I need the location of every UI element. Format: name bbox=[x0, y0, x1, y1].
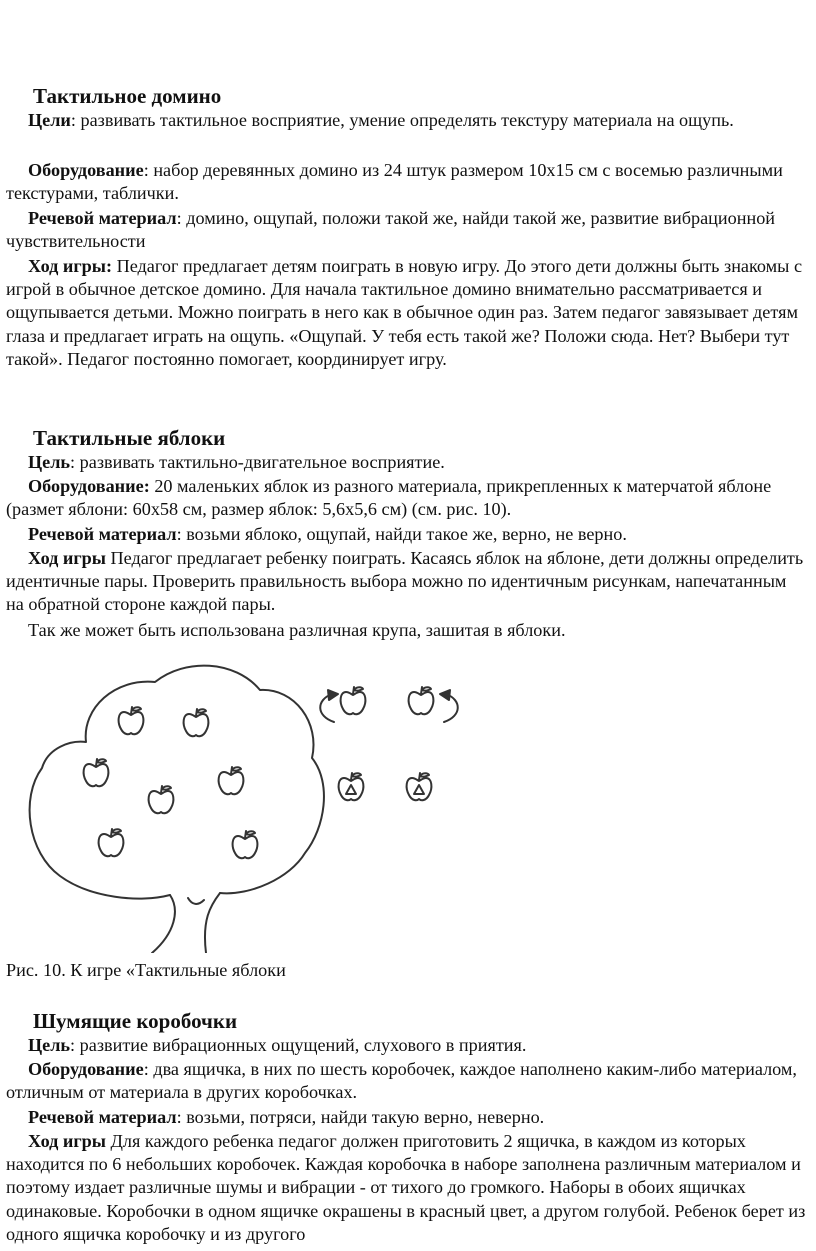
paragraph-speech-material: Речевой материал: возьми, потряси, найди такую верно, неверно. bbox=[28, 1107, 545, 1127]
rotate-arrow-icon bbox=[320, 690, 338, 722]
paragraph-speech-material: Речевой материал: возьми яблоко, ощупай, найди такое же, верно, не верно. bbox=[28, 524, 627, 544]
rotate-arrow-icon bbox=[440, 690, 458, 722]
paragraph-note: Так же может быть использована различная крупа, зашитая в яблоки. bbox=[28, 620, 566, 640]
section-title-tactile-apples: Тактильные яблоки bbox=[33, 426, 226, 450]
apple-icon bbox=[341, 687, 366, 714]
paragraph-game-process: Ход игры Для каждого ребенка педагог должен приготовить 2 ящичка, в каждом из которых находится по 6 небольших коробочек. Каждая коробочка в наборе заполнена различным материалом и поэтому издает различные шумы и вибрации - от тихого до громкого. Наборы в обоих ящичках одинаковые. Коробочки в одном ящичке окрашены в красный цвет, а другом голубой. Ребенок берет из одного ящичка коробочку и из другого bbox=[6, 1131, 806, 1244]
figure-caption: Рис. 10. К игре «Тактильные яблоки bbox=[6, 960, 286, 980]
paragraph-game-process: Ход игры Педагог предлагает ребенку поиграть. Касаясь яблок на яблоне, дети должны определить идентичные пары. Проверить правильность выбора можно по идентичным рисункам, напечатанным на обратной стороне каждой пары. bbox=[6, 548, 804, 615]
apple-icon bbox=[149, 786, 174, 813]
apple-tree-illustration bbox=[20, 648, 470, 953]
paragraph-equipment: Оборудование: набор деревянных домино из 24 штук размером 10х15 см с восемью различными текстурами, таблички. bbox=[6, 160, 783, 204]
apple-icon bbox=[409, 687, 434, 714]
paragraph-speech-material: Речевой материал: домино, ощупай, положи такой же, найди такой же, развитие вибрационной чувствительности bbox=[6, 208, 776, 252]
apple-icon bbox=[233, 831, 258, 858]
paragraph-goal: Цель: развитие вибрационных ощущений, слухового в приятия. bbox=[28, 1035, 527, 1055]
tree-crown-outline bbox=[30, 666, 324, 899]
paragraph-goal: Цель: развивать тактильно-двигательное восприятие. bbox=[28, 452, 445, 472]
paragraph-equipment: Оборудование: 20 маленьких яблок из разного материала, прикрепленных к матерчатой яблоне (размет яблони: 60х58 см, размер яблок: 5,6х5,6 см) (см. рис. 10). bbox=[6, 476, 772, 520]
apple-icon bbox=[84, 759, 109, 786]
apple-triangle-icon bbox=[339, 773, 364, 800]
section-title-noisy-boxes: Шумящие коробочки bbox=[33, 1009, 238, 1033]
apple-triangle-icon bbox=[407, 773, 432, 800]
apple-icon bbox=[219, 767, 244, 794]
paragraph-game-process: Ход игры: Педагог предлагает детям поиграть в новую игру. До этого дети должны быть знакомы с игрой в обычное детское домино. Для начала тактильное домино внимательно рассматривается и ощупывается детьми. Можно поиграть в него как в обычное один раз. Затем педагог завязывает детям глаза и предлагает играть на ощупь. «Ощупай. У тебя есть такой же? Положи сюда. Нет? Выбери тут такой». Педагог постоянно помогает, координирует игру. bbox=[6, 256, 803, 369]
apple-icon bbox=[99, 829, 124, 856]
apple-icon bbox=[119, 707, 144, 734]
apple-icon bbox=[184, 709, 209, 736]
paragraph-goal: Цели: развивать тактильное восприятие, умение определять текстуру материала на ощупь. bbox=[28, 110, 734, 130]
tree-trunk bbox=[152, 893, 220, 953]
paragraph-equipment: Оборудование: два ящичка, в них по шесть коробочек, каждое наполнено каким-либо материалом, отличным от материала в других коробочках. bbox=[6, 1059, 797, 1103]
section-title-tactile-domino: Тактильное домино bbox=[33, 84, 222, 108]
